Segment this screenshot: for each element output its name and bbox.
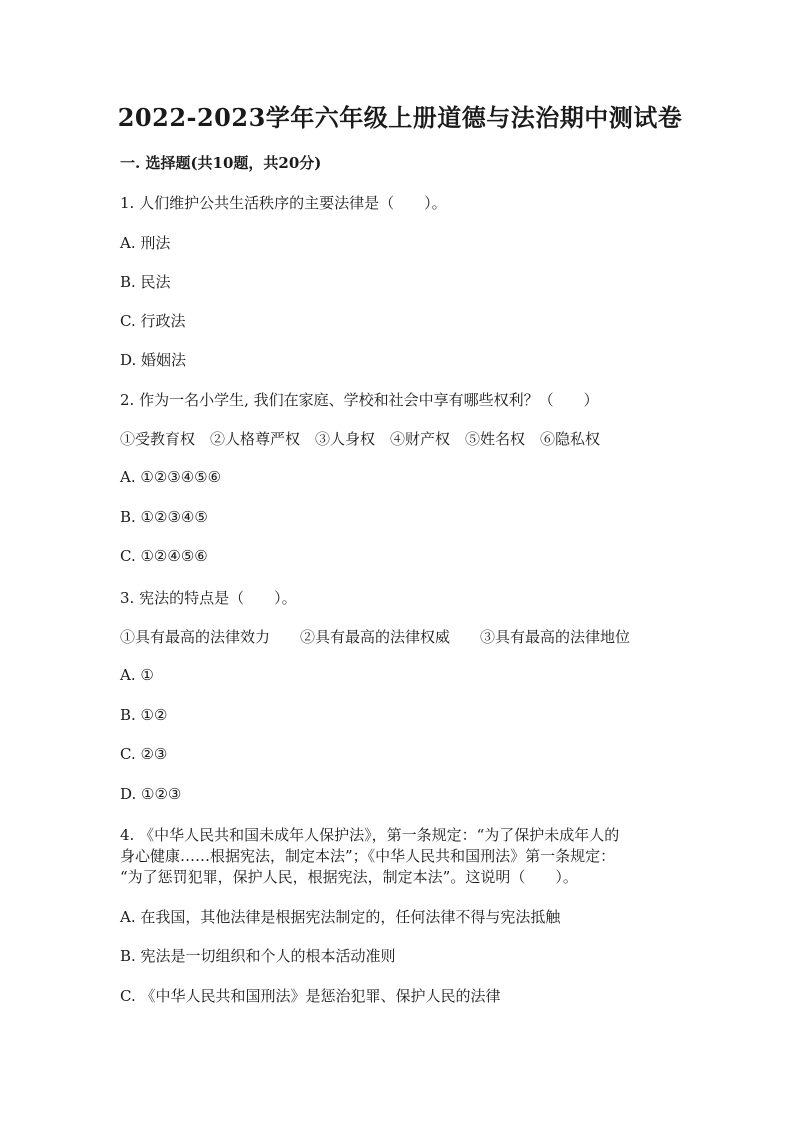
question-2-option-b: B. ①②③④⑤ (120, 508, 208, 526)
question-1-option-d: D. 婚姻法 (120, 351, 187, 369)
question-3-option-c: C. ②③ (120, 745, 168, 763)
question-2-items: ①受教育权 ②人格尊严权 ③人身权 ④财产权 ⑤姓名权 ⑥隐私权 (120, 430, 601, 448)
question-3-option-b: B. ①② (120, 706, 168, 724)
question-4-stem-line-2: 身心健康……根据宪法，制定本法”；《中华人民共和国刑法》第一条规定： (120, 847, 616, 865)
question-2-option-a: A. ①②③④⑤⑥ (120, 468, 222, 486)
question-1-option-b: B. 民法 (120, 273, 171, 291)
question-3-option-a: A. ① (120, 666, 154, 684)
question-4-option-b: B. 宪法是一切组织和个人的根本活动准则 (120, 947, 396, 965)
question-1-option-a: A. 刑法 (120, 234, 171, 252)
question-4-stem-line-1: 4. 《中华人民共和国未成年人保护法》，第一条规定：“为了保护未成年人的 (120, 826, 620, 844)
question-1-option-c: C. 行政法 (120, 312, 186, 330)
question-3-option-d: D. ①②③ (120, 785, 182, 803)
question-3-stem: 3. 宪法的特点是（ ）。 (120, 589, 297, 607)
question-4-option-a: A. 在我国，其他法律是根据宪法制定的，任何法律不得与宪法抵触 (120, 908, 561, 926)
question-2-option-c: C. ①②④⑤⑥ (120, 547, 208, 565)
question-4-stem-line-3: “为了惩罚犯罪，保护人民，根据宪法，制定本法”。这说明（ ）。 (120, 868, 578, 886)
question-1-stem: 1. 人们维护公共生活秩序的主要法律是（ ）。 (120, 194, 447, 212)
question-2-stem: 2. 作为一名小学生, 我们在家庭、学校和社会中享有哪些权利？（ ） (120, 391, 599, 409)
section-heading: 一. 选择题(共10题，共20分) (120, 154, 322, 172)
question-3-items: ①具有最高的法律效力 ②具有最高的法律权威 ③具有最高的法律地位 (120, 628, 631, 646)
exam-title: 2022-2023学年六年级上册道德与法治期中测试卷 (117, 103, 683, 132)
question-4-option-c: C. 《中华人民共和国刑法》是惩治犯罪、保护人民的法律 (120, 987, 501, 1005)
